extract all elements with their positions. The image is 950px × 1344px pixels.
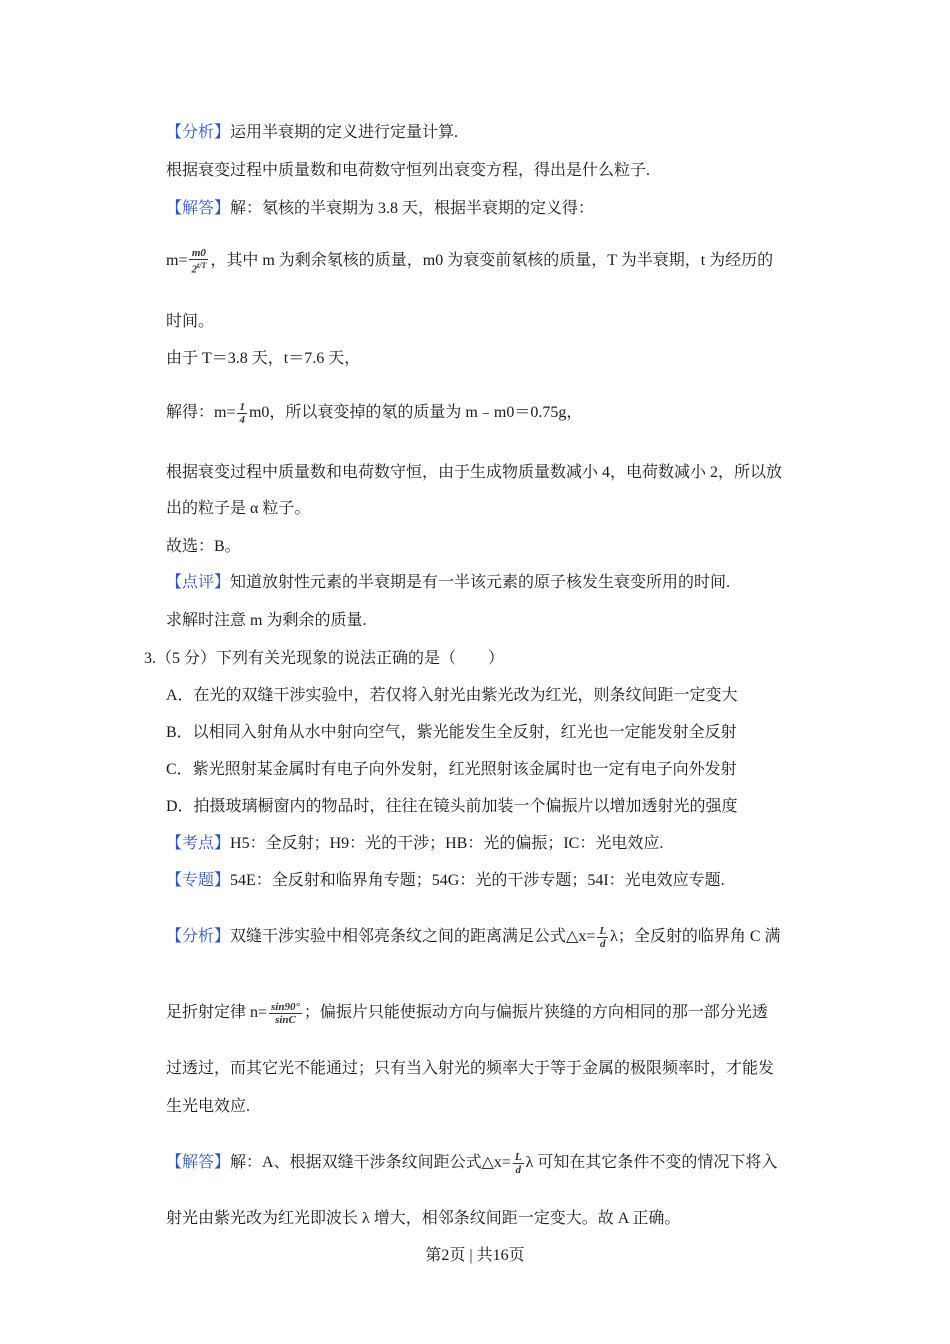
answer-tag: 【解答】 — [166, 200, 231, 217]
answer2-text-b: λ 可知在其它条件不变的情况下将入 — [525, 1154, 778, 1171]
fraction-den-exp: t — [196, 261, 200, 270]
paragraph-time: 时间。 — [166, 313, 215, 330]
formula-prefix: m= — [166, 252, 188, 269]
page-footer: 第2页 | 共16页 — [425, 1247, 525, 1264]
result-prefix: 解得：m= — [166, 404, 236, 421]
fringe-denominator: d — [599, 937, 606, 950]
snell-prefix: 足折射定律 n= — [166, 1004, 268, 1021]
option-a: A．在光的双缝干涉实验中，若仅将入射光由紫光改为红光，则条纹间距一定变大 — [166, 687, 738, 704]
fringe-fraction-2 — [513, 1151, 524, 1176]
paragraph-conclusion: 射光由紫光改为红光即波长 λ 增大，相邻条纹间距一定变大。故 A 正确。 — [166, 1210, 681, 1227]
answer2-tag: 【解答】 — [166, 1154, 231, 1171]
fringe2-denominator: d — [515, 1163, 522, 1176]
paragraph-photoelectric: 生光电效应. — [166, 1098, 251, 1115]
quarter-denominator: 4 — [239, 413, 245, 426]
comment-line — [166, 572, 730, 594]
snell-line — [166, 998, 768, 1028]
result-line — [166, 398, 582, 428]
snell-rest: ；偏振片只能使振动方向与偏振片狭缝的方向相同的那一部分光透 — [303, 1004, 768, 1021]
paragraph-polarizer: 过透过，而其它光不能通过；只有当入射光的频率大于等于金属的极限频率时，才能发 — [166, 1060, 775, 1077]
fringe-fraction — [597, 925, 608, 950]
analysis-line-2 — [166, 922, 781, 952]
snell-fraction — [269, 1001, 302, 1026]
snell-denominator: sinC — [275, 1013, 296, 1026]
analysis2-text-a: 双缝干涉实验中相邻亮条纹之间的距离满足公式△x= — [230, 928, 596, 945]
quarter-numerator: 1 — [239, 400, 245, 413]
question-3: 3.（5 分）下列有关光现象的说法正确的是（ ） — [144, 650, 505, 667]
fraction-den-exp-sub: T — [201, 261, 207, 270]
formula-rest: ，其中 m 为剩余氡核的质量，m0 为衰变前氡核的质量，T 为半衰期，t 为经历的 — [210, 252, 774, 269]
fraction-numerator: m0 — [189, 247, 208, 260]
fraction-denominator: $2^{t/T}$ — [191, 261, 207, 276]
zhuanti-tag: 【专题】 — [166, 872, 231, 889]
analysis-line-1 — [166, 122, 458, 144]
result-rest: m0，所以衰变掉的氡的质量为 m﹣m0＝0.75g， — [248, 404, 583, 421]
zhuanti-line — [166, 870, 725, 892]
comment-text: 知道放射性元素的半衰期是有一半该元素的原子核发生衰变所用的时间. — [230, 574, 731, 591]
answer-text: 解：氡核的半衰期为 3.8 天，根据半衰期的定义得： — [230, 200, 595, 217]
answer-line-2 — [166, 1148, 777, 1178]
analysis-text: 运用半衰期的定义进行定量计算. — [230, 124, 459, 141]
kaodian-text: H5：全反射；H9：光的干涉；HB：光的偏振；IC：光电效应. — [230, 835, 664, 852]
option-d: D．拍摄玻璃橱窗内的物品时，往往在镜头前加装一个偏振片以增加透射光的强度 — [166, 798, 738, 815]
answer-line-1 — [166, 198, 594, 220]
analysis2-text-b: λ；全反射的临界角 C 满 — [610, 928, 781, 945]
answer2-text-a: 解：A、根据双缝干涉条纹间距公式△x= — [230, 1154, 511, 1171]
half-life-fraction — [189, 247, 208, 276]
analysis-tag: 【分析】 — [166, 124, 231, 141]
analysis2-tag: 【分析】 — [166, 928, 231, 945]
snell-numerator: sin90° — [271, 1000, 300, 1013]
paragraph-choice: 故选：B。 — [166, 538, 241, 555]
paragraph-given: 由于 T＝3.8 天，t＝7.6 天， — [166, 350, 361, 367]
option-c: C．紫光照射某金属时有电子向外发射，红光照射该金属时也一定有电子向外发射 — [166, 761, 737, 778]
paragraph-alpha: 出的粒子是 α 粒子。 — [166, 500, 311, 517]
formula-line — [166, 246, 773, 276]
comment-tag: 【点评】 — [166, 574, 231, 591]
quarter-fraction — [237, 401, 247, 426]
paragraph-decay-equation: 根据衰变过程中质量数和电荷数守恒列出衰变方程，得出是什么粒子. — [166, 162, 651, 179]
fringe2-numerator: L — [514, 1150, 522, 1163]
kaodian-line — [166, 833, 663, 855]
paragraph-conservation: 根据衰变过程中质量数和电荷数守恒，由于生成物质量数减小 4，电荷数减小 2，所以放 — [166, 464, 783, 481]
zhuanti-text: 54E：全反射和临界角专题；54G：光的干涉专题；54I：光电效应专题. — [230, 872, 725, 889]
fringe-numerator: L — [599, 924, 607, 937]
fraction-den-base: 2 — [191, 263, 197, 276]
paragraph-note: 求解时注意 m 为剩余的质量. — [166, 612, 367, 629]
kaodian-tag: 【考点】 — [166, 835, 231, 852]
option-b: B．以相同入射角从水中射向空气，紫光能发生全反射，红光也一定能发射全反射 — [166, 724, 737, 741]
